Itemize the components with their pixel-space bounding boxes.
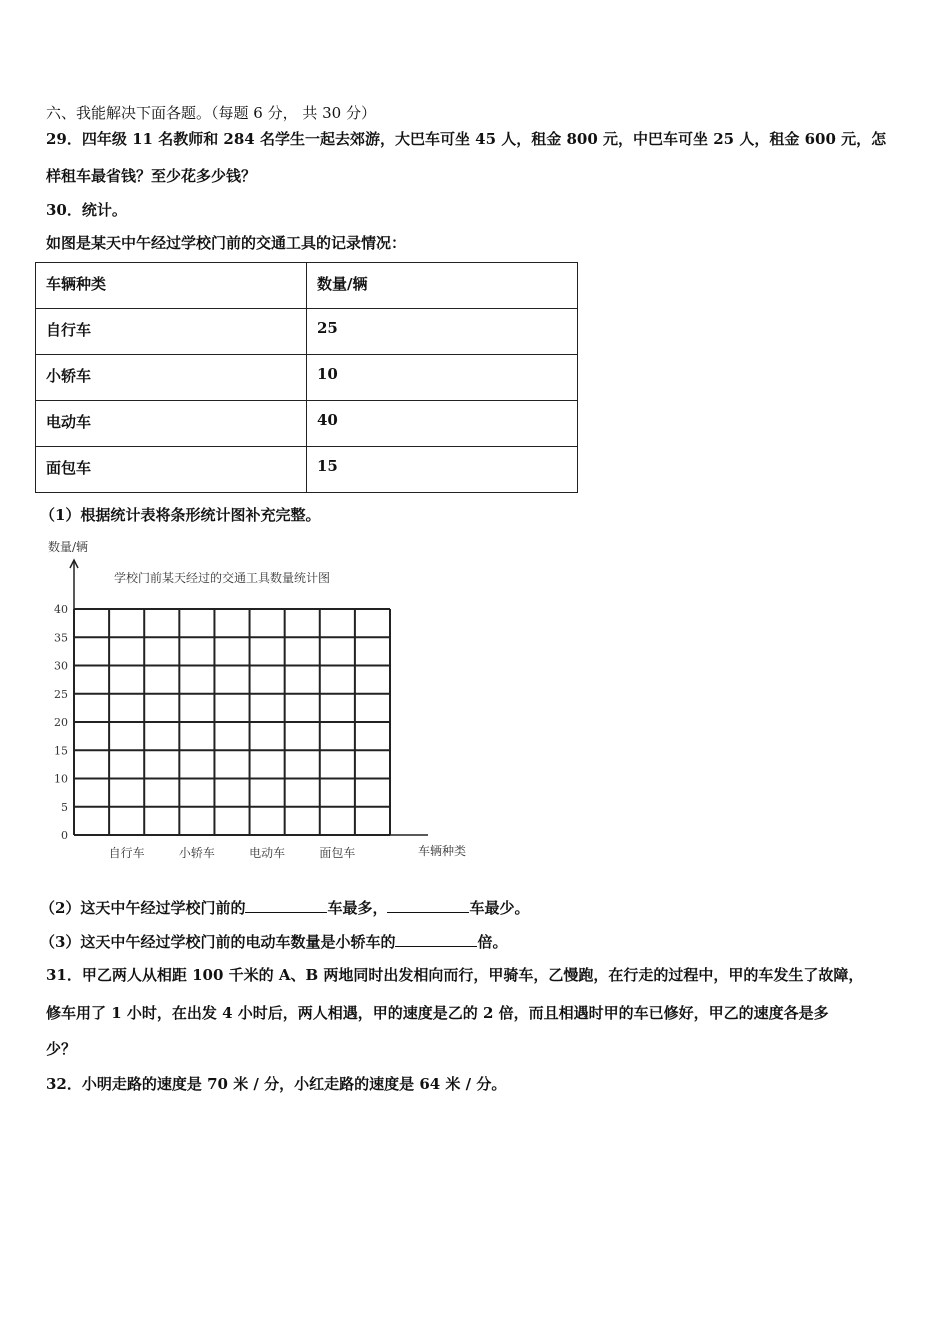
x-axis-label: 车辆种类 bbox=[418, 844, 467, 858]
y-tick-label: 5 bbox=[61, 800, 68, 814]
y-tick-label: 35 bbox=[54, 631, 68, 645]
answer-blank[interactable] bbox=[395, 932, 477, 947]
y-tick-label: 20 bbox=[54, 716, 68, 729]
table-cell: 10 bbox=[307, 355, 578, 401]
y-tick-label: 0 bbox=[61, 829, 68, 842]
q30-part3-text: 倍。 bbox=[477, 933, 508, 951]
y-tick-label: 25 bbox=[54, 687, 68, 701]
q30-intro: 如图是某天中午经过学校门前的交通工具的记录情况： bbox=[46, 234, 407, 252]
chart-title: 学校门前某天经过的交通工具数量统计图 bbox=[114, 571, 331, 585]
table-row bbox=[36, 401, 578, 447]
q30-title: 30．统计。 bbox=[46, 201, 127, 219]
table-row bbox=[36, 355, 578, 401]
x-tick-label: 小轿车 bbox=[178, 846, 215, 860]
table-header-row bbox=[36, 263, 578, 309]
table-row bbox=[36, 309, 578, 355]
table-cell: 自行车 bbox=[36, 309, 307, 355]
q30-part1: （1）根据统计表将条形统计图补充完整。 bbox=[40, 506, 321, 524]
y-tick-label: 15 bbox=[54, 744, 68, 758]
section-header: 六、我能解决下面各题。（每题 6 分， 共 30 分） bbox=[46, 104, 376, 122]
table-cell: 15 bbox=[307, 447, 578, 493]
q29-line2: 样租车最省钱？至少花多少钱？ bbox=[46, 167, 257, 185]
table-cell: 40 bbox=[307, 401, 578, 447]
q30-part2-text: （2）这天中午经过学校门前的 bbox=[40, 899, 246, 917]
y-tick-label: 10 bbox=[54, 772, 68, 786]
q30-part2-text: 车最少。 bbox=[469, 899, 530, 917]
answer-blank[interactable] bbox=[245, 898, 327, 913]
x-tick-label: 自行车 bbox=[108, 846, 145, 860]
y-tick-label: 40 bbox=[54, 603, 68, 616]
x-tick-label: 面包车 bbox=[319, 846, 356, 860]
table-header: 车辆种类 bbox=[36, 263, 307, 309]
q32: 32．小明走路的速度是 70 米 / 分，小红走路的速度是 64 米 / 分。 bbox=[46, 1075, 507, 1093]
y-tick-label: 30 bbox=[54, 659, 68, 673]
q29-line1: 29．四年级 11 名教师和 284 名学生一起去郊游，大巴车可坐 45 人，租金 800 元，中巴车可坐 25 人，租金 600 元，怎 bbox=[46, 130, 887, 148]
vehicle-table bbox=[35, 262, 578, 493]
table-cell: 25 bbox=[307, 309, 578, 355]
q31-line2: 修车用了 1 小时，在出发 4 小时后，两人相遇，甲的速度是乙的 2 倍，而且相遇时甲的车已修好，甲乙的速度各是多 bbox=[46, 1004, 829, 1022]
table-cell: 电动车 bbox=[36, 401, 307, 447]
table-header: 数量/辆 bbox=[307, 263, 578, 309]
table-cell: 小轿车 bbox=[36, 355, 307, 401]
q31-line1: 31．甲乙两人从相距 100 千米的 A、B 两地同时出发相向而行，甲骑车，乙慢跑，在行走的过程中，甲的车发生了故障， bbox=[46, 966, 864, 984]
q30-part3 bbox=[40, 931, 507, 952]
q30-part2-text: 车最多， bbox=[327, 899, 388, 917]
q30-part3-text: （3）这天中午经过学校门前的电动车数量是小轿车的 bbox=[40, 933, 396, 951]
table-row bbox=[36, 447, 578, 493]
q31-line3: 少？ bbox=[46, 1040, 77, 1058]
table-cell: 面包车 bbox=[36, 447, 307, 493]
answer-blank[interactable] bbox=[387, 898, 469, 913]
x-tick-label: 电动车 bbox=[249, 846, 286, 860]
y-axis-label: 数量/辆 bbox=[48, 540, 89, 554]
q30-part2 bbox=[40, 897, 529, 918]
bar-chart bbox=[30, 530, 480, 870]
